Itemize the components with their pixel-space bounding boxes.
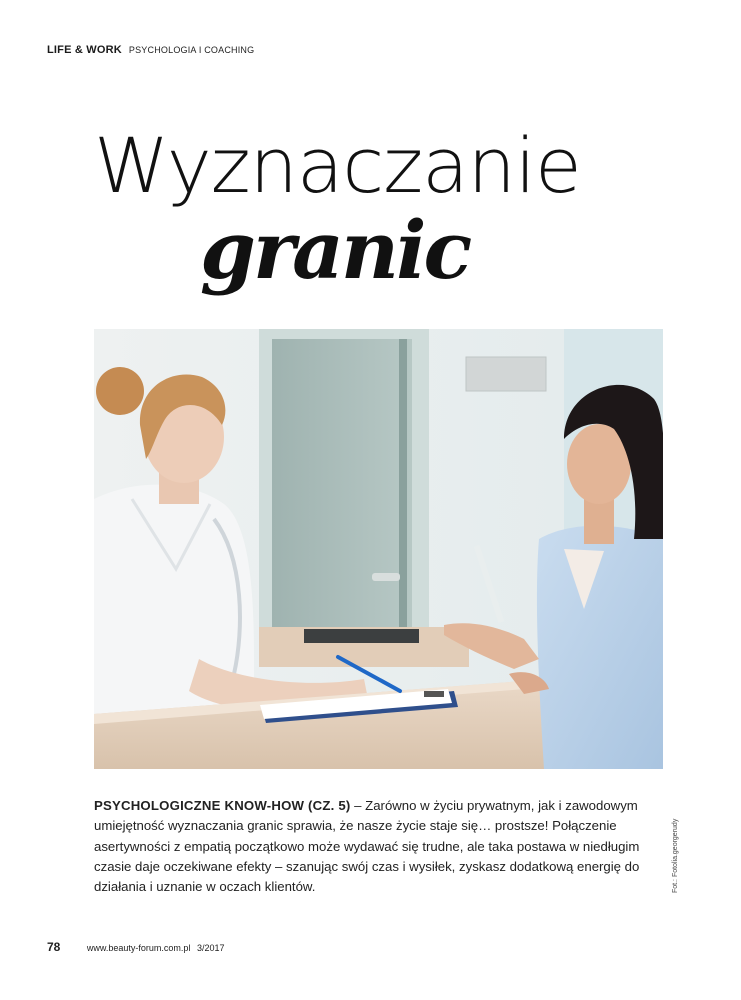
title-line-2: granic (200, 203, 470, 297)
photo-illustration (94, 329, 663, 769)
article-photo (94, 329, 663, 769)
page-number: 78 (47, 940, 61, 954)
subsection-name: PSYCHOLOGIA I COACHING (128, 45, 255, 55)
section-name: LIFE & WORK (47, 44, 122, 56)
footer-issue: 3/2017 (196, 943, 225, 953)
title-line-1: Wyznaczanie (94, 121, 581, 210)
lead-kicker: PSYCHOLOGICZNE KNOW-HOW (CZ. 5) (94, 798, 351, 813)
page-footer (47, 940, 224, 954)
footer-website: www.beauty-forum.com.pl (86, 943, 191, 953)
lead-paragraph (94, 796, 669, 897)
lead-text: – Zarówno w życiu prywatnym, jak i zawodowym umiejętność wyznaczania granic sprawia, że nasze życie staje się… prostsze! Połączenie asertywności z empatią początkowo może wydawać się trudne, ale taka postawa w niedługim czasie daje oczekiwane efekty – szanując swój czas i wysiłek, zyskasz dodatkową energię do działania i uznanie w oczach klientów. (94, 798, 640, 895)
photo-credit: Fot.: Fotolia.georgerudy (672, 818, 679, 893)
section-header (47, 44, 254, 56)
